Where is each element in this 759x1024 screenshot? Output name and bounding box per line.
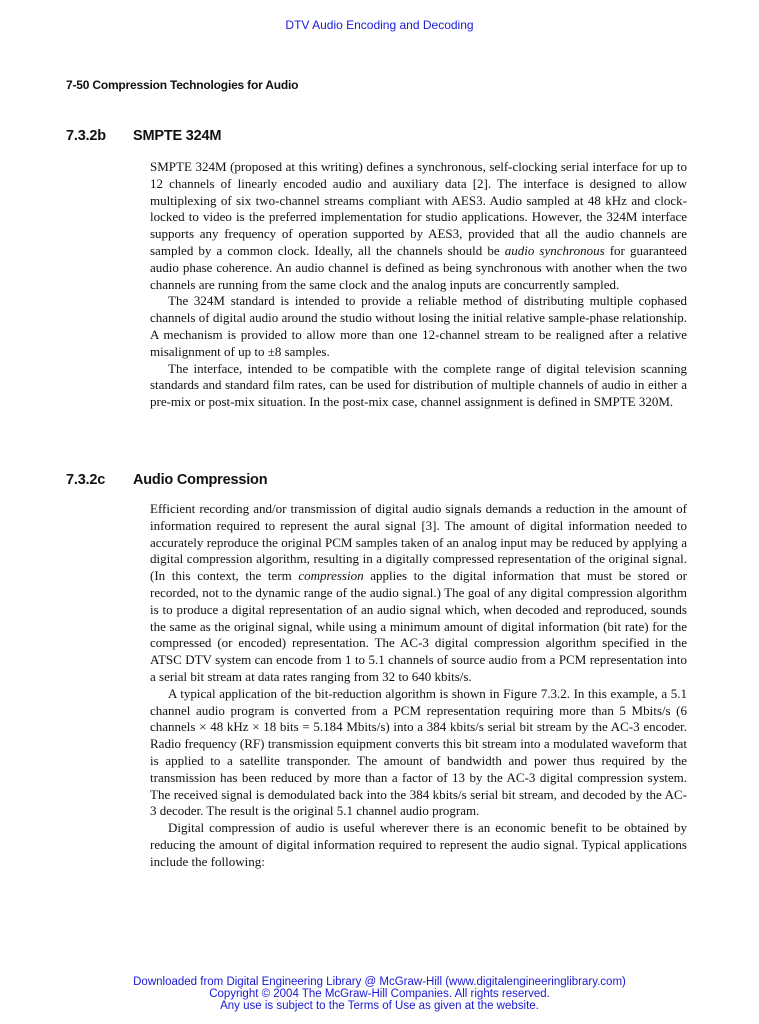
paragraph: The 324M standard is intended to provide a reliable method of distributing multiple cophased channels of digital audio around the studio without losing the initial relative sample-phase relationship. A mechanism is provided to allow more than one 12-channel stream to be realigned after a relative misalignment of up to ±8 samples.: [150, 293, 687, 359]
section-body-smpte-324m: [150, 159, 687, 411]
section-heading-smpte-324m: [66, 128, 221, 144]
page-banner: DTV Audio Encoding and Decoding: [285, 18, 474, 32]
download-notice: [0, 976, 759, 1012]
section-body-audio-compression: [150, 501, 687, 871]
section-number: 7.3.2c: [66, 472, 106, 488]
footer-line-download[interactable]: Downloaded from Digital Engineering Library @ McGraw-Hill (www.digitalengineeringlibrary.com): [133, 976, 626, 988]
paragraph: The interface, intended to be compatible with the complete range of digital television scanning standards and standard film rates, can be used for distribution of multiple channels of audio in either a pre-mix or post-mix situation. In the post-mix case, channel assignment is defined in SMPTE 320M.: [150, 360, 687, 410]
paragraph: Efficient recording and/or transmission of digital audio signals demands a reduction in the amount of information required to represent the aural signal [3]. The amount of digital information needed to accurately reproduce the original PCM samples taken of an analog input may be reduced by applying a digital compression algorithm, resulting in a digitally compressed representation of the original signal. (In this context, the term compression applies to the digital information that must be stored or recorded, not to the dynamic range of the audio signal.) The goal of any digital compression algorithm is to produce a digital representation of an audio signal which, when decoded and reproduced, sounds the same as the original signal, while using a minimum amount of digital information (bit rate) for the compressed (or encoded) representation. The AC-3 digital compression algorithm specified in the ATSC DTV system can encode from 1 to 5.1 channels of source audio from a PCM representation into a serial bit stream at data rates ranging from 32 to 640 kbits/s.: [150, 501, 687, 684]
section-title: Audio Compression: [133, 472, 268, 488]
running-head: 7-50 Compression Technologies for Audio: [66, 78, 299, 92]
footer-line-copyright: Copyright © 2004 The McGraw-Hill Companies. All rights reserved.: [209, 988, 550, 1000]
paragraph: SMPTE 324M (proposed at this writing) defines a synchronous, self-clocking serial interface for up to 12 channels of linearly encoded audio and auxiliary data [2]. The interface is designed to allow multiplexing of six two-channel streams compliant with AES3. Audio sampled at 48 kHz and clock-locked to video is the preferred implementation for studio applications. However, the 324M interface supports any frequency of operation supported by AES3, provided that all the audio channels are sampled by a common clock. Ideally, all the channels should be audio synchronous for guaranteed audio phase coherence. An audio channel is defined as being synchronous with another when the two channels are running from the same clock and the analog inputs are concurrently sampled.: [150, 159, 687, 292]
section-heading-audio-compression: [66, 472, 267, 488]
paragraph: A typical application of the bit-reduction algorithm is shown in Figure 7.3.2. In this example, a 5.1 channel audio program is converted from a PCM representation requiring more than 5 Mbits/s (6 channels × 48 kHz × 18 bits = 5.184 Mbits/s) into a 384 kbits/s serial bit stream by the AC-3 encoder. Radio frequency (RF) transmission equipment converts this bit stream into a modulated waveform that is applied to a satellite transponder. The amount of bandwidth and power thus required by the transmission has been reduced by more than a factor of 13 by the AC-3 digital compression system. The received signal is demodulated back into the 384 kbits/s serial bit stream, and decoded by the AC-3 decoder. The result is the original 5.1 channel audio program.: [150, 685, 687, 819]
section-number: 7.3.2b: [66, 128, 106, 144]
footer-line-terms[interactable]: Any use is subject to the Terms of Use as given at the website.: [220, 1000, 539, 1012]
paragraph: Digital compression of audio is useful wherever there is an economic benefit to be obtained by reducing the amount of digital information required to represent the audio signal. Typical applications include the following:: [150, 820, 687, 869]
section-title: SMPTE 324M: [133, 128, 222, 144]
